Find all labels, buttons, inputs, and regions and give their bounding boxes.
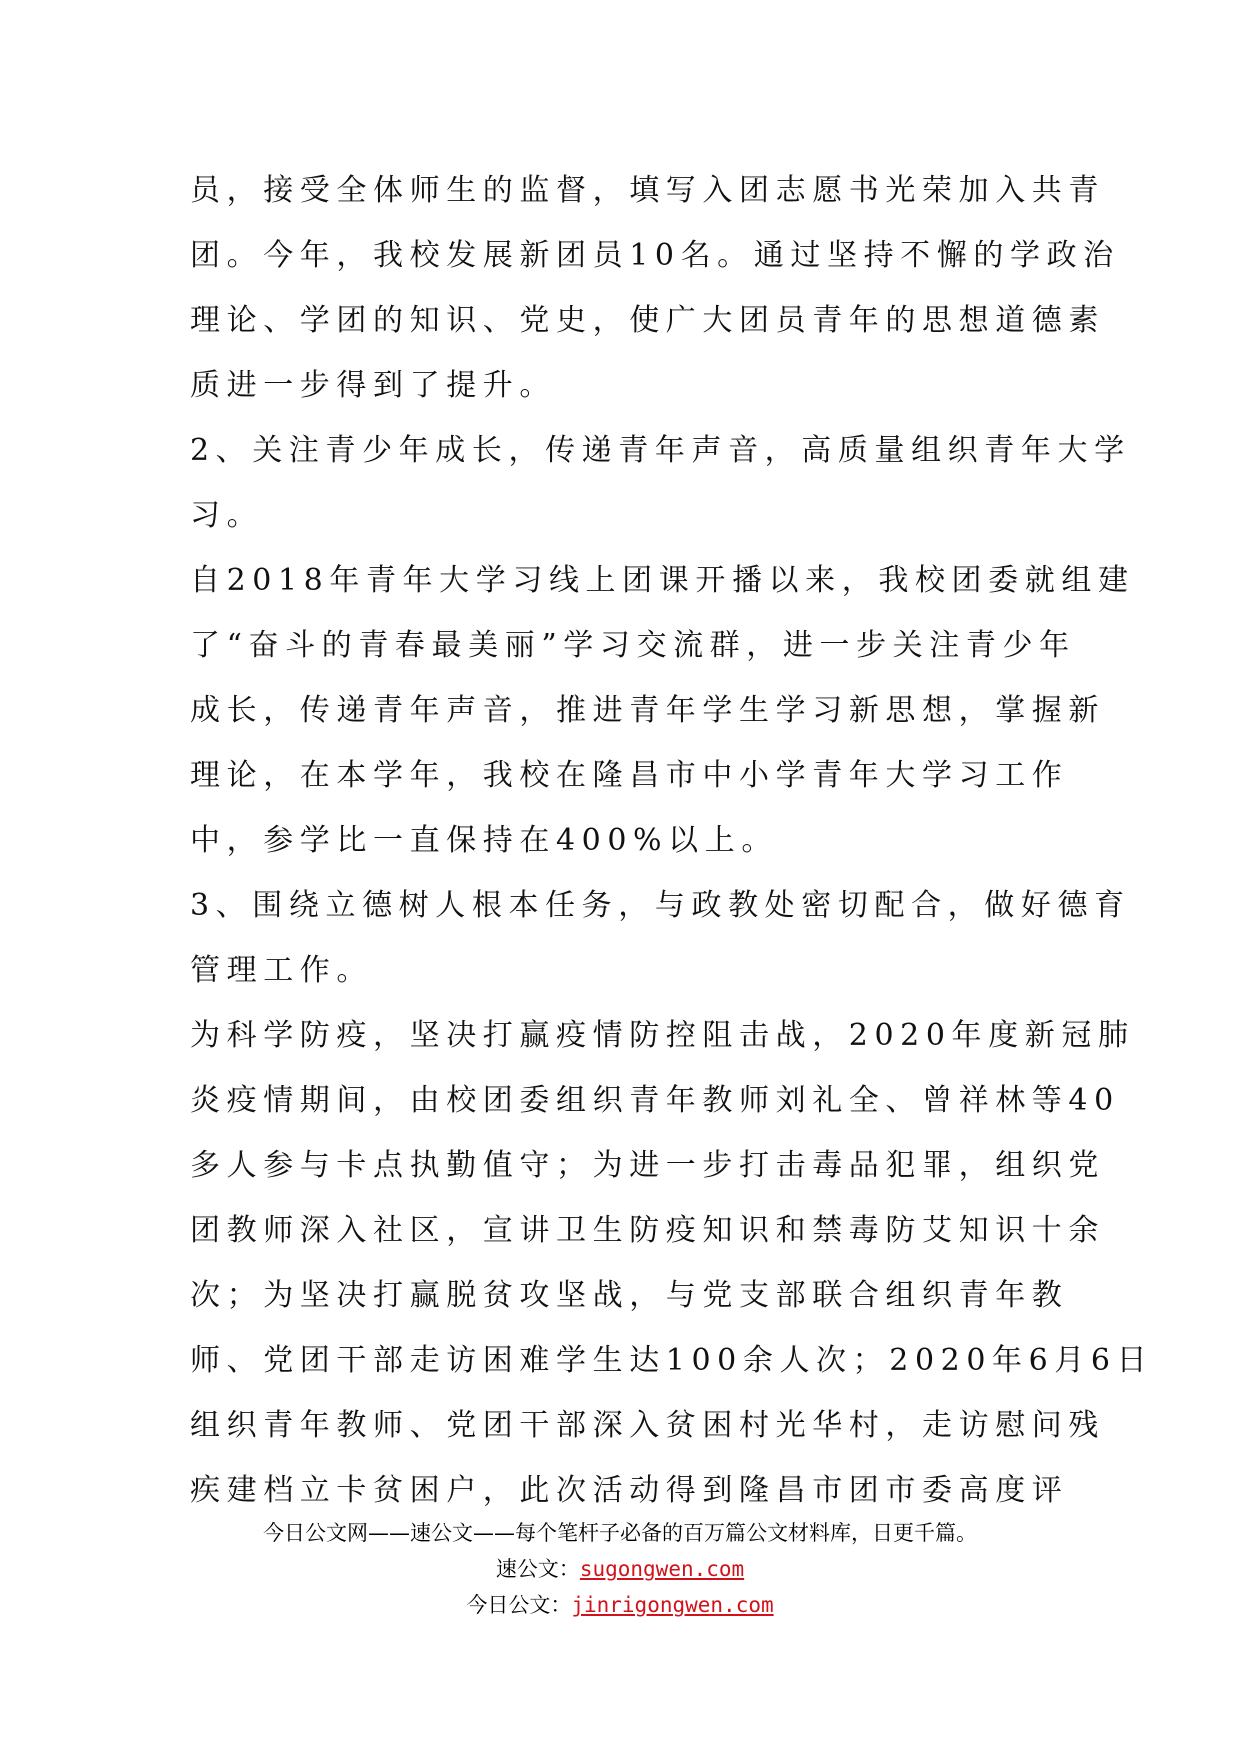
- body-line: 成长，传递青年声音，推进青年学生学习新思想，掌握新: [190, 693, 1105, 728]
- footer-link-row-jinrigongwen: [0, 1589, 1240, 1621]
- body-line: 团。今年，我校发展新团员10名。通过坚持不懈的学政治: [190, 238, 1120, 273]
- footer-link-label: 速公文：: [495, 1557, 580, 1581]
- body-line: 组织青年教师、党团干部深入贫困村光华村，走访慰问残: [190, 1408, 1105, 1443]
- body-line: 多人参与卡点执勤值守；为进一步打击毒品犯罪，组织党: [190, 1148, 1105, 1183]
- jinrigongwen-link[interactable]: jinrigongwen.com: [571, 1593, 774, 1617]
- body-line: 理论，在本学年，我校在隆昌市中小学青年大学习工作: [190, 758, 1069, 793]
- body-line: 理论、学团的知识、党史，使广大团员青年的思想道德素: [190, 303, 1105, 338]
- body-line: 次；为坚决打赢脱贫攻坚战，与党支部联合组织青年教: [190, 1278, 1069, 1313]
- footer-link-label: 今日公文：: [466, 1593, 572, 1617]
- body-line: 中，参学比一直保持在400%以上。: [190, 823, 778, 858]
- body-line: 质进一步得到了提升。: [190, 368, 556, 403]
- body-line: 炎疫情期间，由校团委组织青年教师刘礼全、曾祥林等40: [190, 1083, 1120, 1118]
- footer-banner: 今日公文网——速公文——每个笔杆子必备的百万篇公文材料库，日更千篇。: [263, 1521, 977, 1545]
- section-heading-line: 2、关注青少年成长，传递青年声音，高质量组织青年大学: [190, 433, 1131, 468]
- section-heading-line: 习。: [190, 498, 264, 533]
- body-line: 团教师深入社区，宣讲卫生防疫知识和禁毒防艾知识十余: [190, 1213, 1105, 1248]
- sugongwen-link[interactable]: sugongwen.com: [579, 1557, 745, 1581]
- body-line: 为科学防疫，坚决打赢疫情防控阻击战，2020年度新冠肺: [190, 1018, 1135, 1053]
- footer-link-row-sugongwen: [0, 1553, 1240, 1585]
- section-heading-line: 3、围绕立德树人根本任务，与政教处密切配合，做好德育: [190, 888, 1131, 923]
- body-line: 了“奋斗的青春最美丽”学习交流群，进一步关注青少年: [190, 628, 1076, 663]
- body-line: 自2018年青年大学习线上团课开播以来，我校团委就组建: [190, 563, 1135, 598]
- section-heading-line: 管理工作。: [190, 953, 373, 988]
- document-body: [190, 158, 1154, 1523]
- body-line: 员，接受全体师生的监督，填写入团志愿书光荣加入共青: [190, 173, 1105, 208]
- body-line: 师、党团干部走访困难学生达100余人次；2020年6月6日: [190, 1343, 1154, 1378]
- body-line: 疾建档立卡贫困户，此次活动得到隆昌市团市委高度评: [190, 1473, 1069, 1508]
